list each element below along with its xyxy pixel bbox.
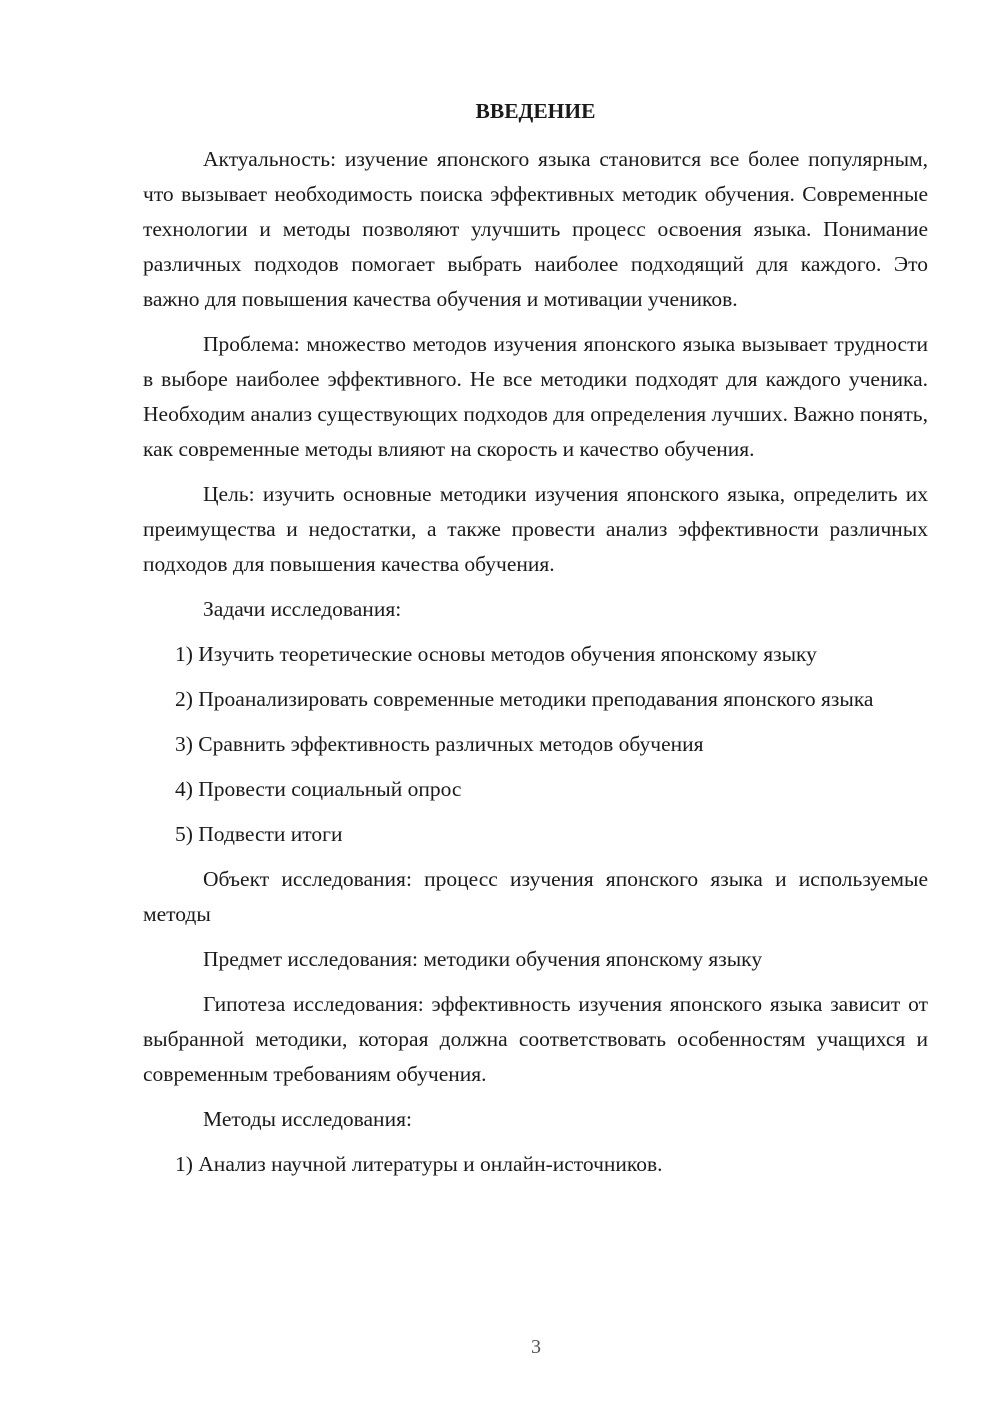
task-item-5: 5) Подвести итоги [175, 822, 343, 846]
task-item-3: 3) Сравнить эффективность различных методов обучения [175, 732, 704, 756]
hypothesis-paragraph: Гипотеза исследования: эффективность изучения японского языка зависит от выбранной методики, которая должна соответствовать особенностям учащихся и современным требованиям обучения. [143, 992, 928, 1086]
subject-paragraph: Предмет исследования: методики обучения японскому языку [203, 947, 763, 971]
page-number: 3 [531, 1336, 541, 1358]
object-paragraph: Объект исследования: процесс изучения японского языка и используемые методы [143, 867, 928, 926]
goal-paragraph: Цель: изучить основные методики изучения японского языка, определить их преимущества и недостатки, а также провести анализ эффективности различных подходов для повышения качества обучения. [143, 482, 928, 576]
method-item-1: 1) Анализ научной литературы и онлайн-источников. [175, 1152, 663, 1176]
problem-paragraph: Проблема: множество методов изучения японского языка вызывает трудности в выборе наиболее эффективного. Не все методики подходят для каждого ученика. Необходим анализ существующих подходов для определения лучших. Важно понять, как современные методы влияют на скорость и качество обучения. [143, 332, 928, 461]
task-item-4: 4) Провести социальный опрос [175, 777, 462, 801]
tasks-heading: Задачи исследования: [203, 597, 402, 621]
relevance-paragraph: Актуальность: изучение японского языка становится все более популярным, что вызывает необходимость поиска эффективных методик обучения. Современные технологии и методы позволяют улучшить процесс освоения языка. Понимание различных подходов помогает выбрать наиболее подходящий для каждого. Это важно для повышения качества обучения и мотивации учеников. [143, 147, 928, 311]
task-item-2: 2) Проанализировать современные методики преподавания японского языка [175, 687, 874, 711]
task-item-1: 1) Изучить теоретические основы методов обучения японскому языку [175, 642, 817, 666]
document-title: ВВЕДЕНИЕ [475, 99, 596, 123]
document-page [143, 96, 928, 1192]
methods-heading: Методы исследования: [203, 1107, 412, 1131]
